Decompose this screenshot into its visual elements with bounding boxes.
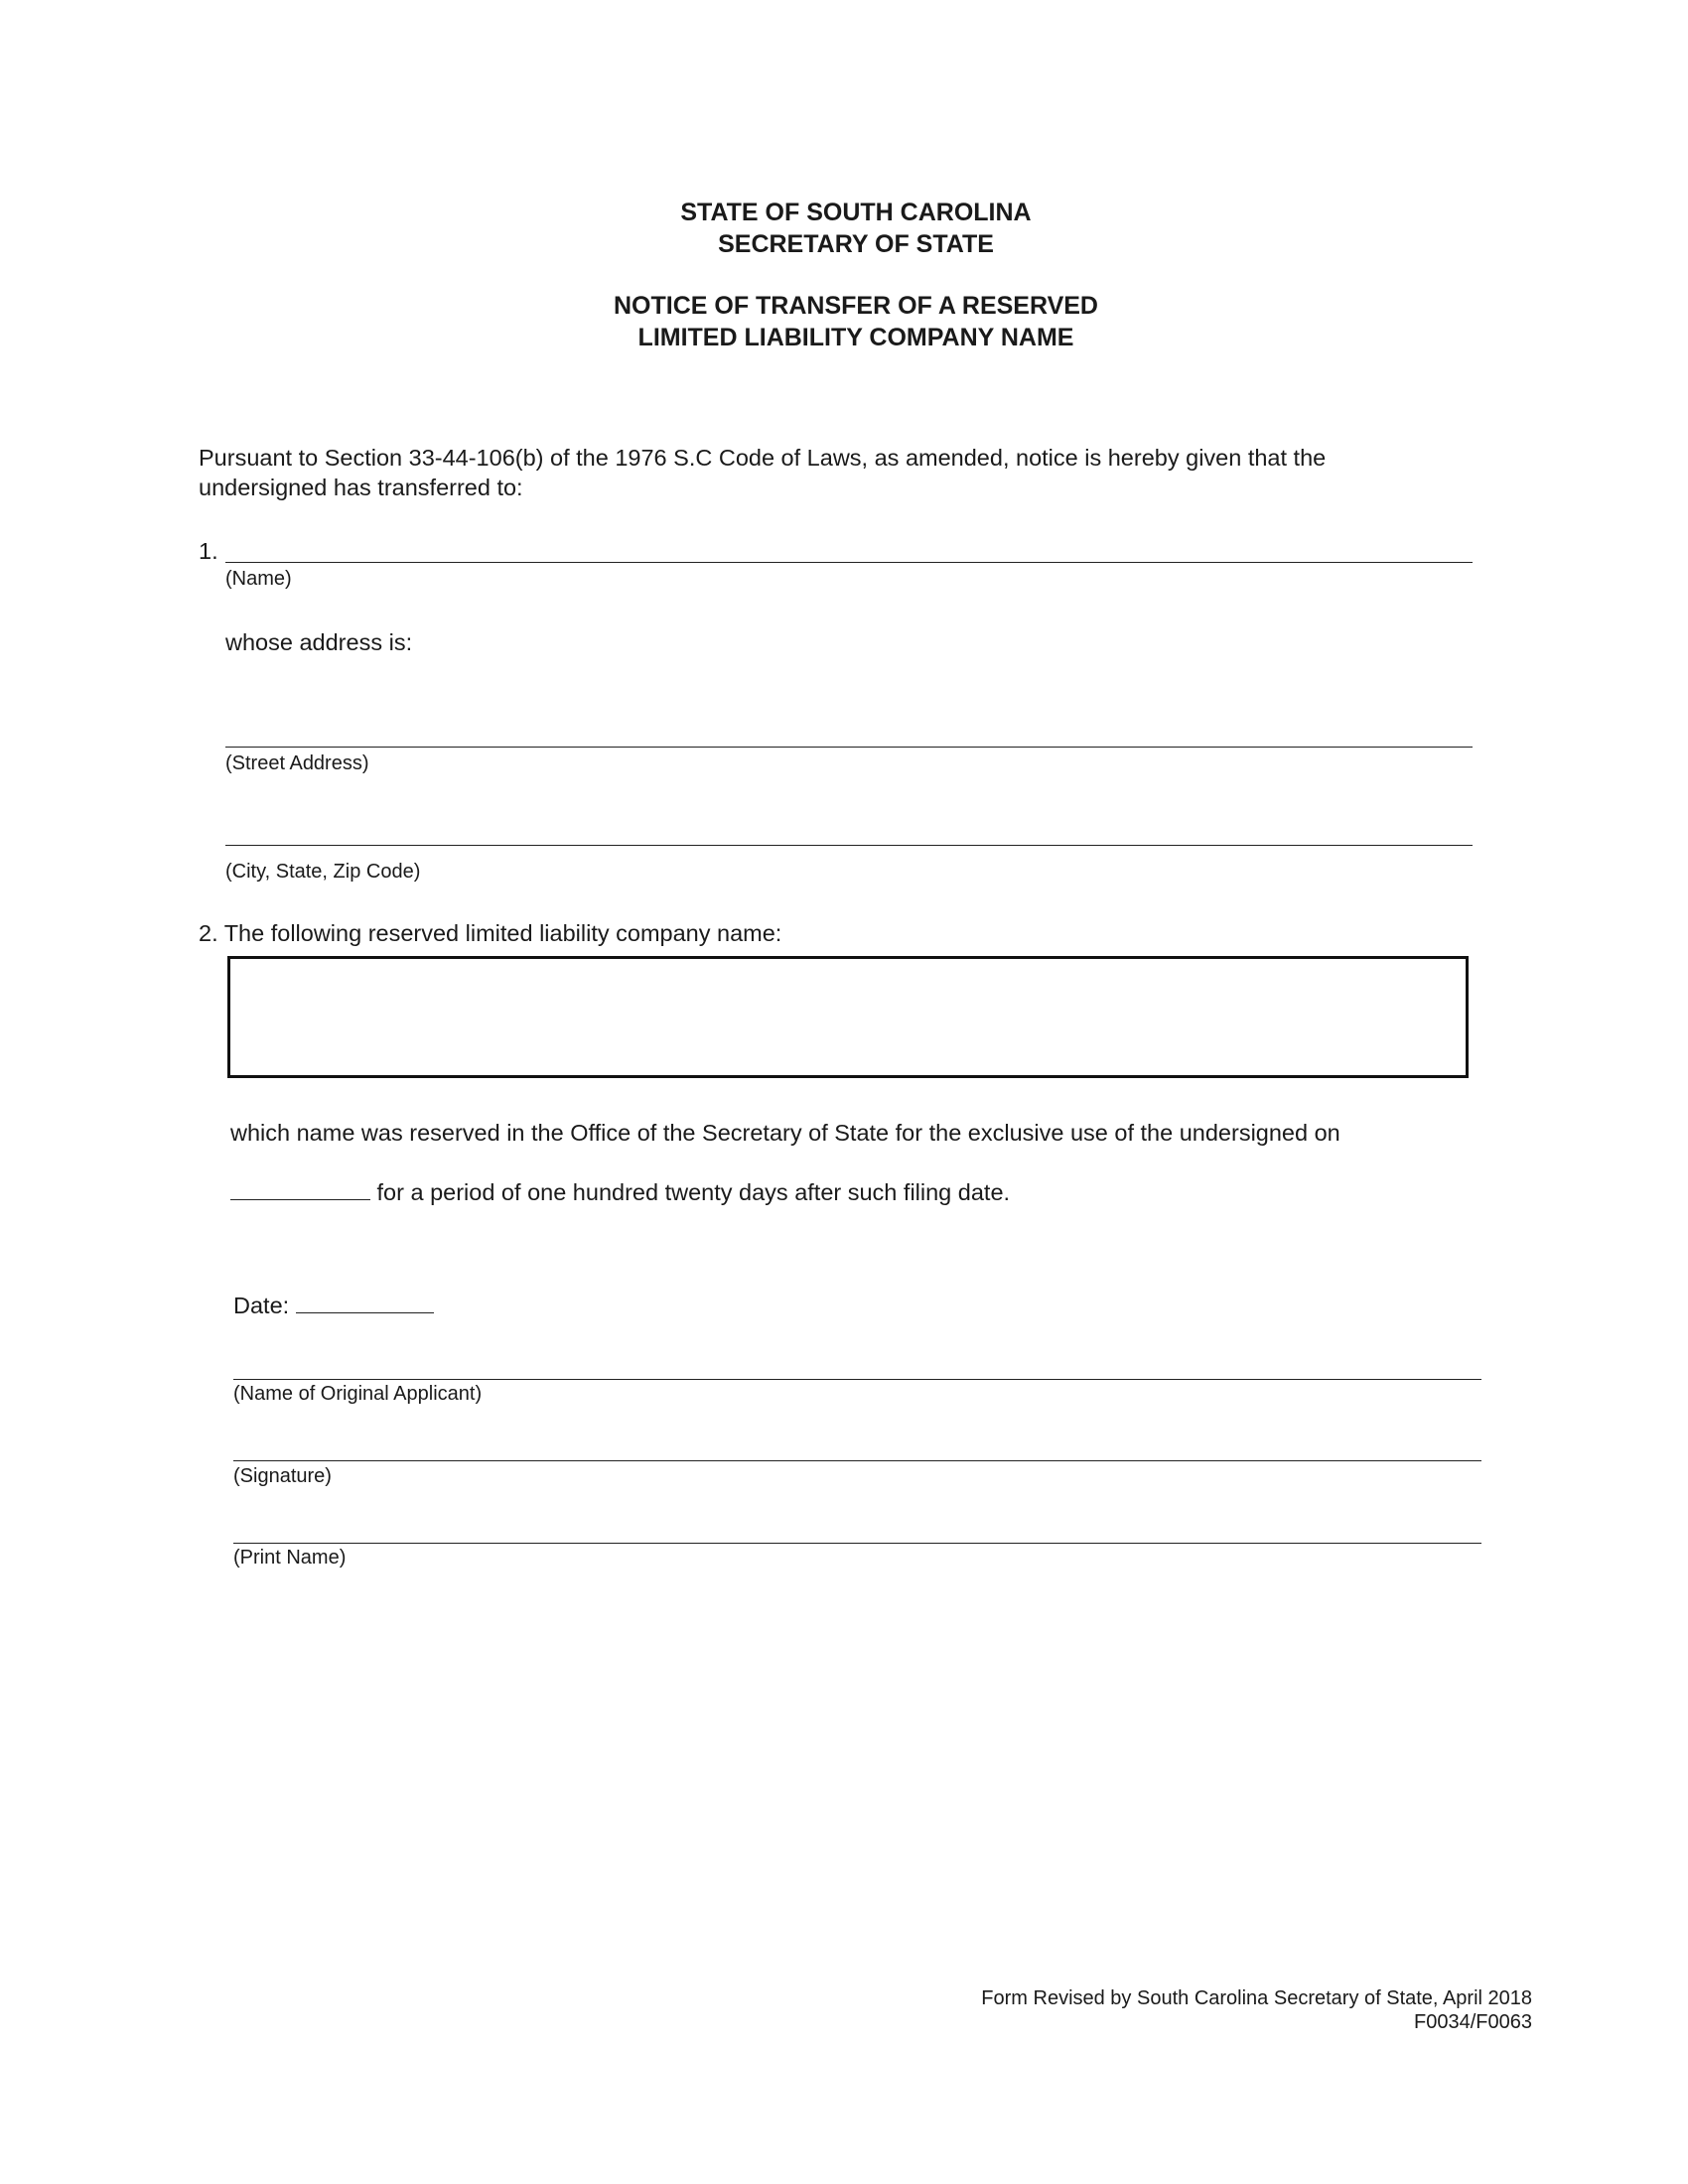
item-1-number: 1.: [199, 538, 218, 564]
form-number: F0034/F0063: [1414, 2011, 1532, 2033]
state-heading: STATE OF SOUTH CAROLINA: [680, 199, 1032, 226]
form-title-line2: LIMITED LIABILITY COMPANY NAME: [637, 324, 1074, 351]
original-applicant-caption: (Name of Original Applicant): [233, 1383, 483, 1405]
signature-caption: (Signature): [233, 1465, 332, 1487]
period-statement: [230, 1175, 1010, 1207]
date-blank[interactable]: [296, 1289, 434, 1313]
reservation-date-blank[interactable]: [230, 1175, 370, 1200]
print-name-caption: (Print Name): [233, 1547, 347, 1569]
city-state-zip-caption: (City, State, Zip Code): [225, 861, 421, 883]
date-label: Date:: [233, 1293, 290, 1318]
reserved-name-box[interactable]: [227, 956, 1469, 1078]
form-revised-note: Form Revised by South Carolina Secretary of State, April 2018: [981, 1987, 1532, 2009]
item-2-label: 2. The following reserved limited liability company name:: [199, 920, 782, 946]
period-text: for a period of one hundred twenty days after such filing date.: [376, 1179, 1011, 1205]
street-address-line[interactable]: [225, 747, 1473, 748]
city-state-zip-line[interactable]: [225, 845, 1473, 846]
date-row: [233, 1289, 434, 1320]
intro-line-1: Pursuant to Section 33-44-106(b) of the 1976 S.C Code of Laws, as amended, notice is hereby given that the: [199, 445, 1327, 471]
form-title-line1: NOTICE OF TRANSFER OF A RESERVED: [613, 292, 1098, 320]
secretary-heading: SECRETARY OF STATE: [718, 230, 994, 258]
signature-line[interactable]: [233, 1460, 1481, 1461]
original-applicant-line[interactable]: [233, 1379, 1481, 1380]
name-caption: (Name): [225, 568, 292, 590]
address-label: whose address is:: [225, 629, 413, 655]
transferee-name-line[interactable]: [225, 562, 1473, 563]
reserved-statement: which name was reserved in the Office of the Secretary of State for the exclusive use of the undersigned on: [230, 1120, 1340, 1146]
intro-line-2: undersigned has transferred to:: [199, 475, 523, 500]
street-address-caption: (Street Address): [225, 752, 369, 774]
print-name-line[interactable]: [233, 1543, 1481, 1544]
